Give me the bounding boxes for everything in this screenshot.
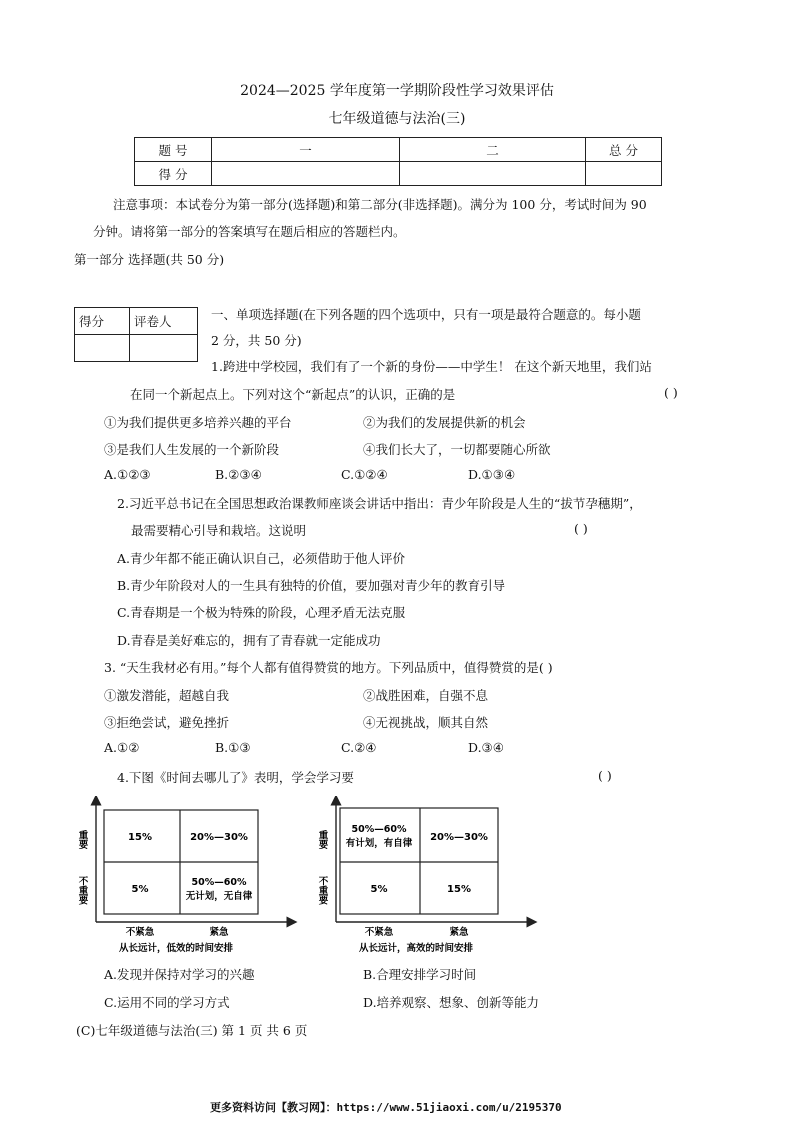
time-matrix-left <box>76 796 298 956</box>
grader-table-label: 评卷人 <box>130 308 198 335</box>
figure-caption: 从长远计，高效的时间安排 <box>358 943 474 954</box>
question-stem: 4.下图《时间去哪儿了》表明，学会学习要 <box>117 770 354 785</box>
option-d: D.①③④ <box>468 467 516 482</box>
score-table <box>134 137 662 186</box>
score-table-header-cell: 总 分 <box>586 138 662 162</box>
score-cell <box>400 162 586 186</box>
option-d: D.培养观察、想象、创新等能力 <box>363 995 540 1010</box>
option-a: A.①② <box>104 740 140 755</box>
page-footer: (C)七年级道德与法治(三) 第 1 页 共 6 页 <box>76 1023 308 1038</box>
cell-label: 无计划，无自律 <box>185 891 253 902</box>
x-label-right: 紧急 <box>449 927 469 938</box>
statement: ②为我们的发展提供新的机会 <box>363 415 526 430</box>
notice-line: 分钟。请将第一部分的答案填写在题后相应的答题栏内。 <box>93 224 406 239</box>
cell-label: 5% <box>370 884 388 895</box>
score-table-row-label: 得 分 <box>135 162 212 186</box>
site-footer-link[interactable]: 更多资料访问【教习网】：https://www.51jiaoxi.com/u/2195370 <box>210 1101 562 1114</box>
y-label-bottom: 不重要 <box>316 876 328 905</box>
statement: ②战胜困难，自强不息 <box>363 688 489 703</box>
cell-label: 有计划，有自律 <box>345 838 413 849</box>
cell-label: 20%—30% <box>430 832 488 843</box>
x-label-right: 紧急 <box>209 927 229 938</box>
score-table-header-cell: 二 <box>400 138 586 162</box>
answer-paren: ( ) <box>574 521 588 536</box>
section-heading: 2 分，共 50 分) <box>211 333 302 348</box>
option-a: A.青少年都不能正确认识自己，必须借助于他人评价 <box>117 551 406 566</box>
statement: ④我们长大了，一切都要随心所欲 <box>363 442 551 457</box>
cell-label: 50%—60% <box>191 877 247 888</box>
notice-line: 注意事项：本试卷分为第一部分(选择题)和第二部分(非选择题)。满分为 100 分，考试时间为 90 <box>113 197 647 212</box>
score-table-header-cell: 一 <box>212 138 400 162</box>
x-label-left: 不紧急 <box>125 927 155 938</box>
grader-table-label: 得分 <box>75 308 130 335</box>
statement: ④无视挑战，顺其自然 <box>363 715 489 730</box>
question-stem: 2.习近平总书记在全国思想政治课教师座谈会讲话中指出：青少年阶段是人生的“拔节孕穗期”， <box>117 496 642 511</box>
option-d: D.③④ <box>468 740 504 755</box>
part1-heading: 第一部分 选择题(共 50 分) <box>74 252 225 267</box>
exam-title: 2024—2025 学年度第一学期阶段性学习效果评估 <box>240 83 554 99</box>
cell-label: 15% <box>447 884 471 895</box>
cell-label: 50%—60% <box>351 824 407 835</box>
statement: ①为我们提供更多培养兴趣的平台 <box>104 415 292 430</box>
section-heading: 一、单项选择题(在下列各题的四个选项中，只有一项是最符合题意的。每小题 <box>211 307 641 322</box>
option-c: C.①②④ <box>341 467 388 482</box>
answer-paren: ( ) <box>664 385 678 400</box>
time-matrix-right <box>316 796 538 956</box>
option-a: A.发现并保持对学习的兴趣 <box>104 967 255 982</box>
option-d: D.青春是美好难忘的，拥有了青春就一定能成功 <box>117 633 381 648</box>
y-label-top: 重要 <box>76 830 88 849</box>
y-label-bottom: 不重要 <box>76 876 88 905</box>
option-c: C.青春期是一个极为特殊的阶段，心理矛盾无法克服 <box>117 605 406 620</box>
option-b: B.①③ <box>215 740 251 755</box>
option-b: B.青少年阶段对人的一生具有独特的价值，要加强对青少年的教育引导 <box>117 578 506 593</box>
statement: ③是我们人生发展的一个新阶段 <box>104 442 280 457</box>
question-stem: 1.跨进中学校园，我们有了一个新的身份——中学生！ 在这个新天地里，我们站 <box>211 359 652 374</box>
score-cell <box>586 162 662 186</box>
question-stem: 3. “天生我材必有用。”每个人都有值得赞赏的地方。下列品质中，值得赞赏的是( ) <box>104 660 553 675</box>
option-c: C.运用不同的学习方式 <box>104 995 230 1010</box>
option-a: A.①②③ <box>104 467 151 482</box>
statement: ③拒绝尝试，避免挫折 <box>104 715 230 730</box>
question-stem: 在同一个新起点上。下列对这个“新起点”的认识，正确的是 <box>130 387 456 402</box>
cell-label: 5% <box>131 884 149 895</box>
option-c: C.②④ <box>341 740 377 755</box>
statement: ①激发潜能，超越自我 <box>104 688 230 703</box>
option-b: B.合理安排学习时间 <box>363 967 477 982</box>
exam-subtitle: 七年级道德与法治(三) <box>328 111 466 127</box>
grader-cell <box>130 335 198 362</box>
score-table-header-cell: 题 号 <box>135 138 212 162</box>
grader-cell <box>75 335 130 362</box>
cell-label: 15% <box>128 832 152 843</box>
figure-caption: 从长远计，低效的时间安排 <box>118 943 234 954</box>
option-b: B.②③④ <box>215 467 262 482</box>
x-label-left: 不紧急 <box>364 927 394 938</box>
score-cell <box>212 162 400 186</box>
question-stem: 最需要精心引导和栽培。这说明 <box>131 523 307 538</box>
y-label-top: 重要 <box>316 830 328 849</box>
grader-table <box>74 307 198 362</box>
answer-paren: ( ) <box>598 768 612 783</box>
cell-label: 20%—30% <box>190 832 248 843</box>
